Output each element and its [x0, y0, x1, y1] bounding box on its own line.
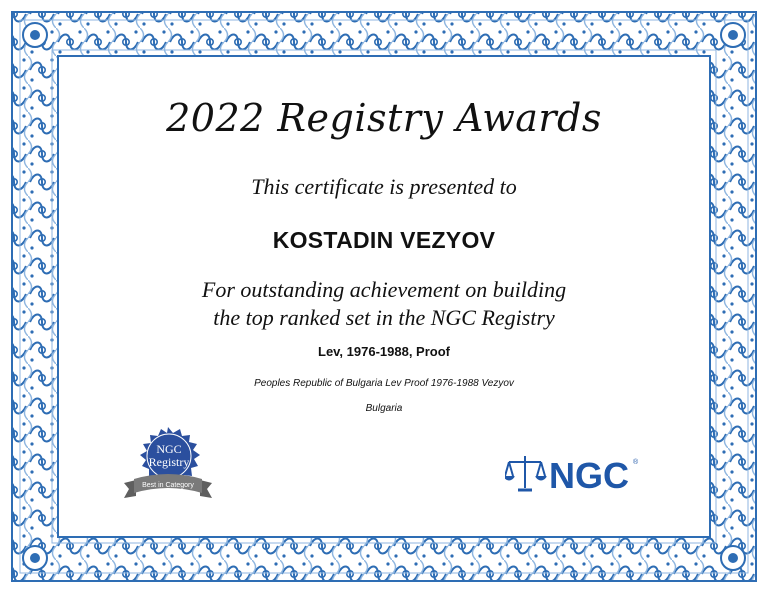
registered-mark-icon: ®	[633, 459, 639, 466]
ngc-logo-text: NGC	[549, 455, 629, 496]
seal-line-2: Registry	[148, 455, 190, 469]
seal-line-1: NGC	[156, 442, 182, 456]
achievement-line-1: For outstanding achievement on building	[201, 277, 567, 302]
achievement-line-2: the top ranked set in the NGC Registry	[213, 305, 555, 330]
ngc-logo	[505, 450, 645, 498]
country-name: Bulgaria	[365, 403, 403, 414]
set-description: Peoples Republic of Bulgaria Lev Proof 1976-1988 Vezyov	[254, 378, 514, 389]
set-name: Lev, 1976-1988, Proof	[318, 344, 450, 359]
ngc-registry-seal-icon	[118, 425, 218, 505]
seal-ribbon-text: Best in Category	[142, 482, 194, 489]
certificate-title: 2022 Registry Awards	[166, 96, 602, 140]
presented-to-text: This certificate is presented to	[251, 174, 517, 199]
achievement-text	[90, 276, 678, 332]
scales-icon	[505, 456, 546, 490]
recipient-name: KOSTADIN VEZYOV	[272, 227, 496, 253]
